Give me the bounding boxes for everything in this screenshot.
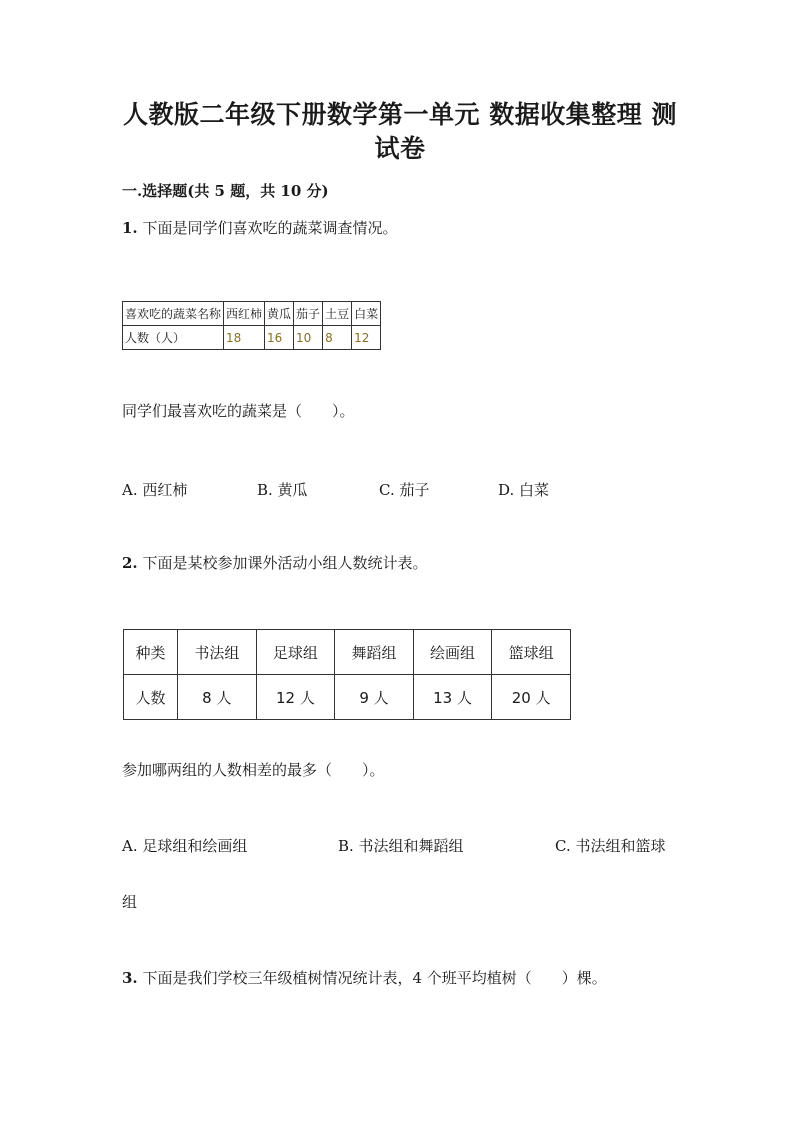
table-header-cell: 黄瓜 <box>265 302 294 326</box>
table-header-cell: 喜欢吃的蔬菜名称 <box>123 302 224 326</box>
table-header-cell: 土豆 <box>323 302 352 326</box>
question-2-option-c-wrap: 组 <box>122 893 138 911</box>
table-cell: 20 人 <box>492 675 571 720</box>
question-2-option-c[interactable]: C. 书法组和篮球 <box>555 837 666 855</box>
table-row-label: 人数（人） <box>123 326 224 350</box>
question-1-option-a[interactable]: A. 西红柿 <box>122 481 188 499</box>
page-title <box>100 98 700 166</box>
question-2-text: 下面是某校参加课外活动小组人数统计表。 <box>137 554 428 572</box>
question-2-number: 2. <box>122 554 138 572</box>
table-header-cell: 茄子 <box>294 302 323 326</box>
table-cell: 13 人 <box>413 675 492 720</box>
table-row <box>124 630 571 675</box>
table-row <box>124 675 571 720</box>
table-header-cell: 舞蹈组 <box>335 630 414 675</box>
section-heading: 一.选择题(共 5 题，共 10 分) <box>122 182 329 200</box>
question-3-text: 下面是我们学校三年级植树情况统计表，4 个班平均植树（ ）棵。 <box>137 969 607 987</box>
question-3-stem <box>122 967 607 989</box>
table-header-cell: 足球组 <box>256 630 335 675</box>
question-1-option-d[interactable]: D. 白菜 <box>498 481 550 499</box>
title-line-2: 试卷 <box>374 134 426 163</box>
question-2-prompt: 参加哪两组的人数相差的最多（ ）。 <box>122 761 385 779</box>
question-1-prompt: 同学们最喜欢吃的蔬菜是（ ）。 <box>122 402 355 420</box>
question-2-option-a[interactable]: A. 足球组和绘画组 <box>122 837 248 855</box>
question-2-stem <box>122 552 427 574</box>
table-header-cell: 白菜 <box>352 302 381 326</box>
question-1-number: 1. <box>122 219 138 237</box>
question-3-number: 3. <box>122 969 138 987</box>
table-row <box>123 326 381 350</box>
table-cell: 8 人 <box>178 675 257 720</box>
table-header-cell: 书法组 <box>178 630 257 675</box>
table-cell: 8 <box>323 326 352 350</box>
table-header-cell: 种类 <box>124 630 178 675</box>
table-cell: 10 <box>294 326 323 350</box>
activity-group-table <box>123 629 571 720</box>
question-2-option-b[interactable]: B. 书法组和舞蹈组 <box>338 837 464 855</box>
table-header-cell: 篮球组 <box>492 630 571 675</box>
question-1-option-b[interactable]: B. 黄瓜 <box>257 481 308 499</box>
table-cell: 9 人 <box>335 675 414 720</box>
question-1-stem <box>122 217 397 239</box>
title-line-1: 人教版二年级下册数学第一单元 数据收集整理 测 <box>123 100 677 129</box>
table-row <box>123 302 381 326</box>
table-cell: 12 人 <box>256 675 335 720</box>
table-header-cell: 西红柿 <box>224 302 265 326</box>
table-cell: 12 <box>352 326 381 350</box>
table-header-cell: 绘画组 <box>413 630 492 675</box>
question-1-text: 下面是同学们喜欢吃的蔬菜调查情况。 <box>137 219 398 237</box>
table-cell: 16 <box>265 326 294 350</box>
vegetable-survey-table <box>122 301 381 350</box>
table-row-label: 人数 <box>124 675 178 720</box>
question-1-option-c[interactable]: C. 茄子 <box>379 481 430 499</box>
table-cell: 18 <box>224 326 265 350</box>
